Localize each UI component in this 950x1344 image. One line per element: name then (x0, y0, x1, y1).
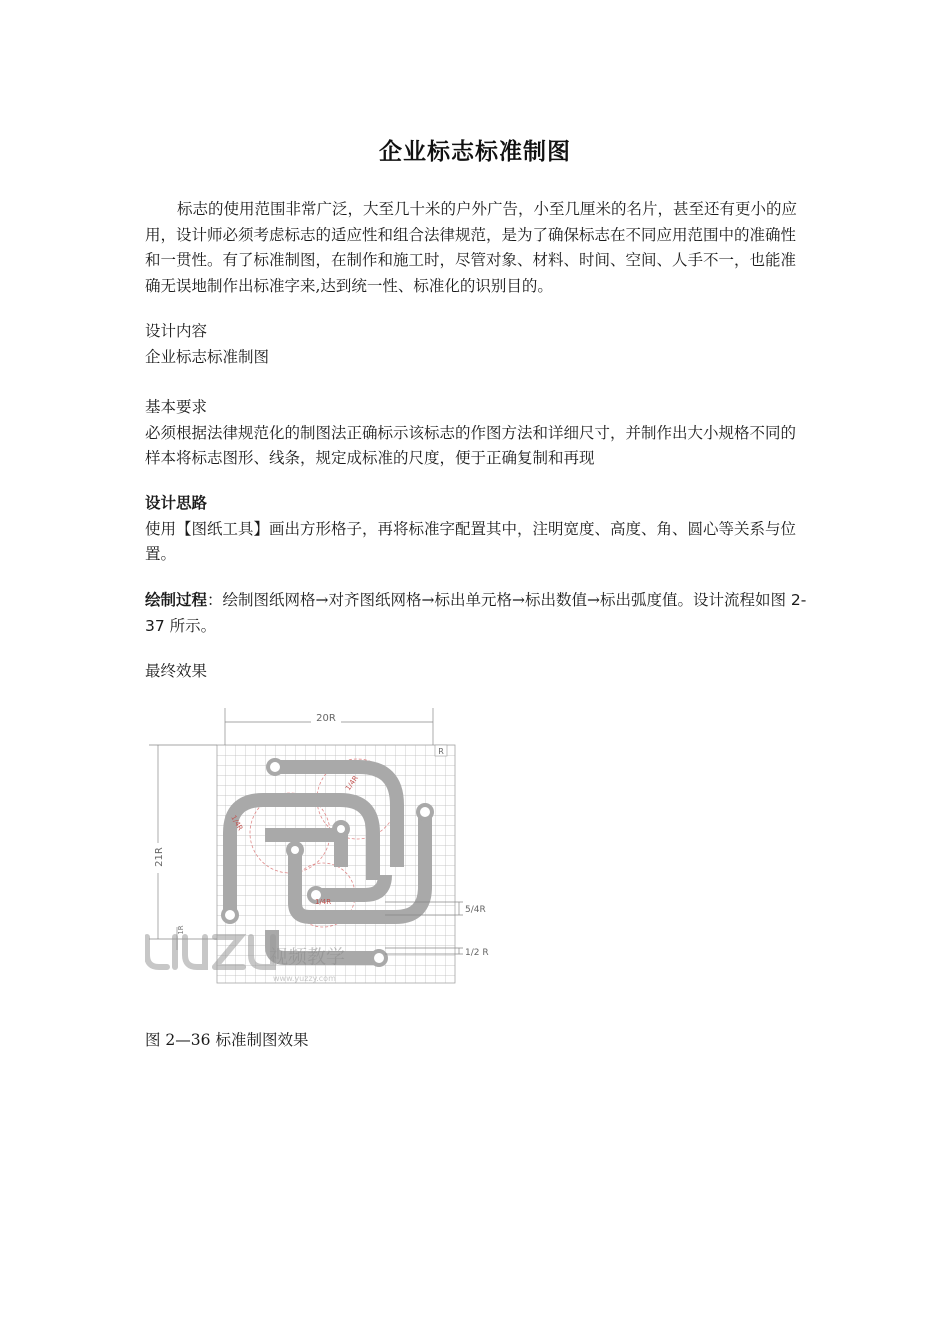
width-dimension (225, 708, 433, 745)
intro-text: 标志的使用范围非常广泛，大至几十米的户外广告，小至几厘米的名片，甚至还有更小的应用，设计师必须考虑标志的适应性和组合法律规范，是为了确保标志在不同应用范围中的准确性和一贯性。有了标准制图，在制作和施工时，尽管对象、材料、时间、空间、人手不一，也能准确无误地制作出标准字来,达到统一性、标准化的识别目的。 (145, 200, 798, 295)
design-content-heading: 设计内容 (145, 322, 208, 340)
final-heading: 最终效果 (145, 662, 208, 680)
process-body-b: 所示。 (164, 616, 217, 635)
dim-width-label: 20R (316, 713, 336, 724)
design-content-body: 企业标志标准制图 (145, 347, 270, 366)
requirements-section (145, 395, 810, 472)
logo-grid-figure (145, 705, 507, 990)
arc-label-1: 1/4R (344, 774, 360, 793)
design-content-section (145, 319, 810, 370)
process-label: 绘制过程 (145, 591, 208, 609)
watermark-url: www.yuzzy.com (273, 974, 336, 983)
idea-heading: 设计思路 (145, 494, 208, 512)
dim-left-small-label: 1R (177, 925, 185, 935)
page-title: 企业标志标准制图 (379, 139, 571, 165)
requirements-body: 必须根据法律规范化的制图法正确标示该标志的作图方法和详细尺寸，并制作出大小规格不同的样本将标志图形、线条，规定成标准的尺度，便于正确复制和再现 (145, 423, 797, 467)
height-dimension (149, 745, 217, 950)
arc-label-3: 1/4R (315, 898, 332, 906)
intro-paragraph (145, 197, 810, 299)
figure-caption: 图 2—36 标准制图效果 (145, 1031, 309, 1049)
process-body-a: 绘制图纸网格→对齐图纸网格→标出单元格→标出数值→标出弧度值。设计流程如图 (222, 591, 791, 609)
idea-body: 使用【图纸工具】画出方形格子，再将标准字配置其中，注明宽度、高度、角、圆心等关系与位置。 (145, 519, 797, 563)
process-figure-ref: 2-37 (145, 591, 807, 635)
watermark-text: 视频教学 (269, 946, 346, 968)
dim-side-b-label: 1/2 R (465, 948, 489, 958)
process-colon: ： (207, 591, 223, 609)
arc-label-2: 1/4R (229, 814, 245, 832)
corner-r-label: R (438, 747, 444, 756)
process-section (145, 588, 810, 639)
dim-side-a-label: 5/4R (465, 905, 486, 915)
dim-height-label: 21R (154, 847, 165, 867)
idea-section (145, 491, 810, 568)
final-section (145, 659, 810, 685)
requirements-heading: 基本要求 (145, 398, 208, 416)
